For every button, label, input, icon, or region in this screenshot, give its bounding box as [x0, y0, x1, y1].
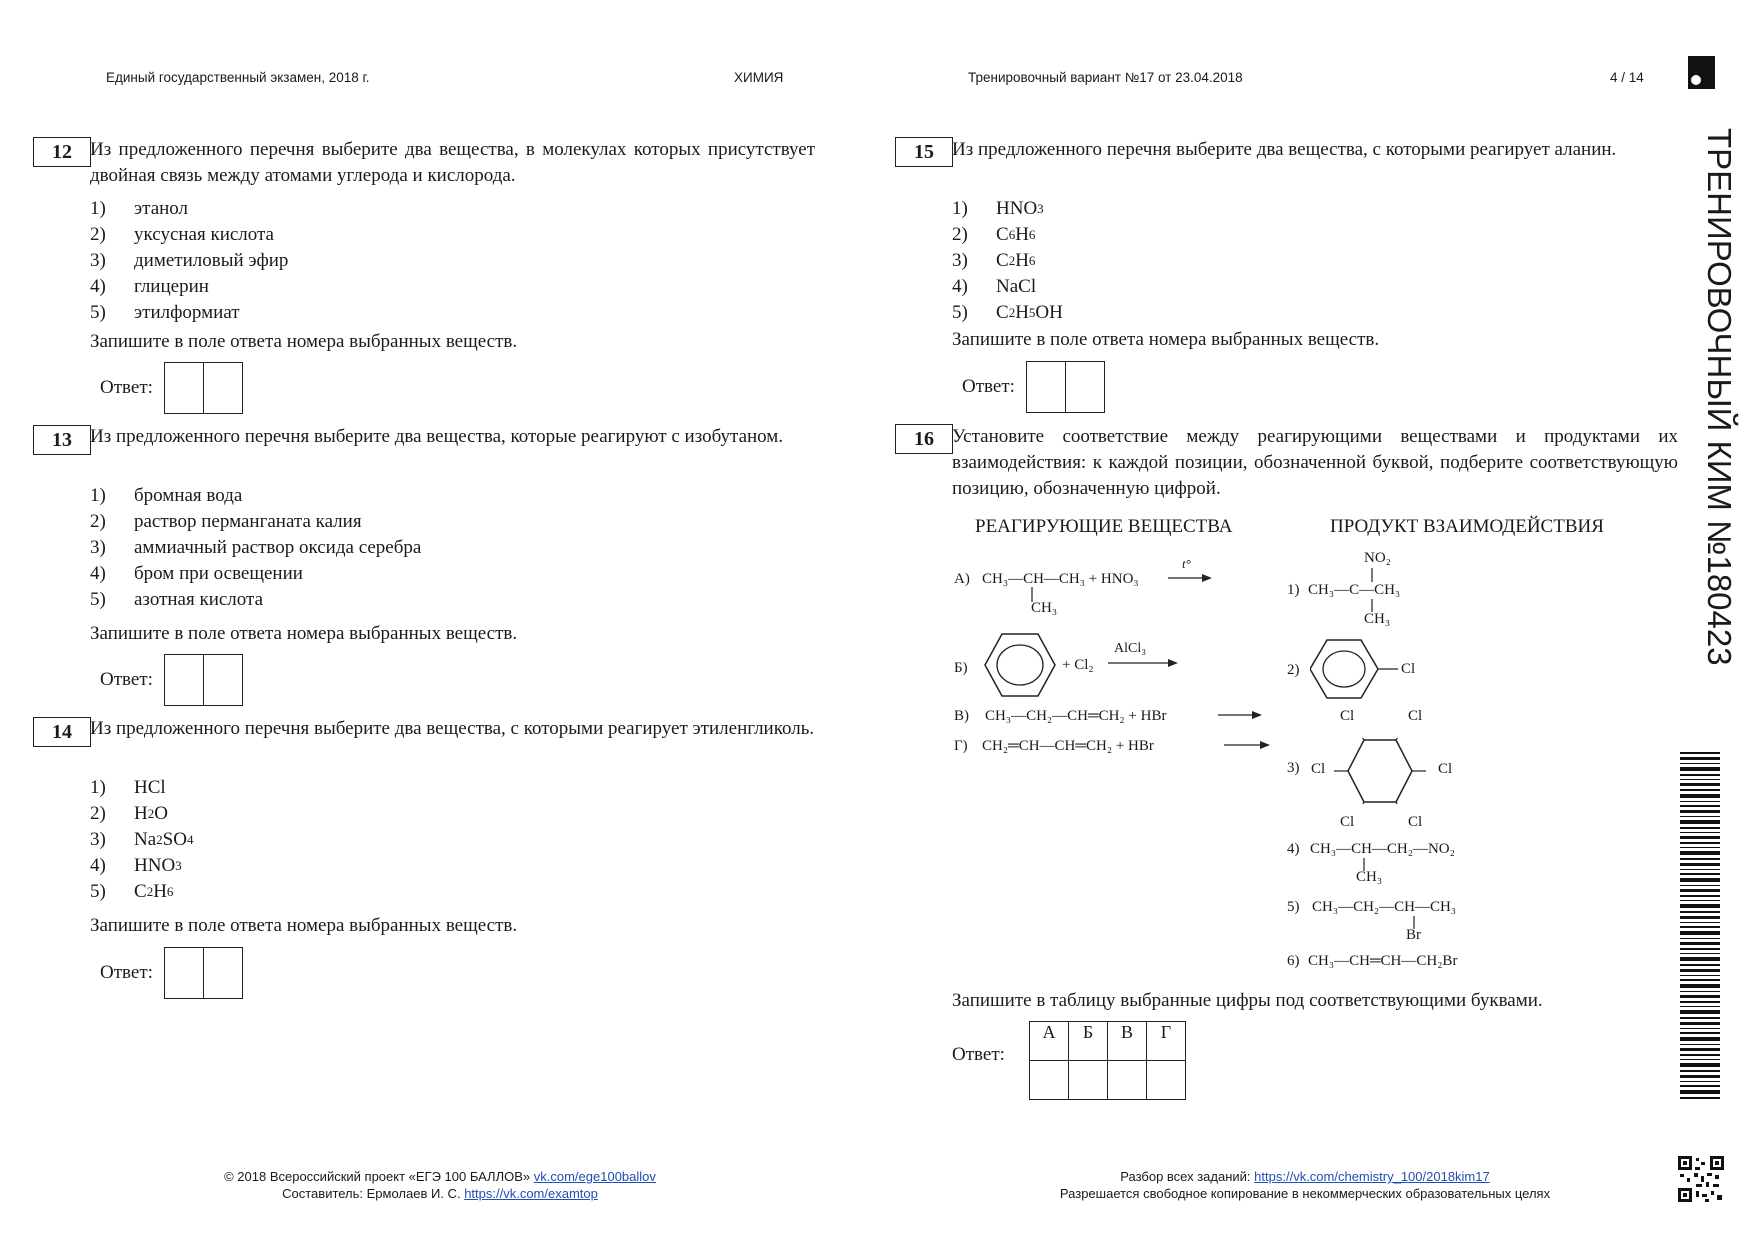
- reactant-v-formula: CH₃—CH₂—CH═CH₂ + HBr: [985, 708, 1167, 724]
- reactant-a-label: А): [954, 571, 970, 587]
- reactant-g-label: Г): [954, 738, 968, 754]
- instruction-13: Запишите в поле ответа номера выбранных веществ.: [90, 623, 518, 644]
- instruction-14: Запишите в поле ответа номера выбранных веществ.: [90, 915, 518, 936]
- answer-cell[interactable]: [164, 362, 204, 414]
- question-text-13: Из предложенного перечня выберите два вещества, которые реагируют с изобутаном.: [90, 426, 784, 447]
- product-1-formula: CH₃—C—CH₃: [1308, 582, 1401, 598]
- answer-label-16: Ответ:: [952, 1044, 1005, 1065]
- answer-table-letter: Б: [1069, 1022, 1108, 1061]
- product-4-formula: CH₃—CH—CH₂—NO₂: [1310, 841, 1455, 857]
- product-1-bond-top: [1370, 568, 1374, 583]
- header-left: Единый государственный экзамен, 2018 г.: [106, 70, 370, 85]
- option: 5) C 2 H 6: [90, 881, 174, 902]
- reactant-a-branch-bond: [1030, 587, 1034, 603]
- product-2-substituent: Cl: [1401, 661, 1416, 677]
- instruction-16: Запишите в таблицу выбранные цифры под соответствующими буквами.: [952, 990, 1543, 1011]
- question-number-15: 15: [895, 137, 953, 167]
- footer-license: Разрешается свободное копирование в некоммерческих образовательных целях: [1059, 1186, 1551, 1201]
- answer-label: Ответ:: [100, 962, 153, 983]
- product-3-substituent: Cl: [1408, 814, 1423, 830]
- answer-field-15: [962, 361, 1105, 413]
- instruction-15: Запишите в поле ответа номера выбранных веществ.: [952, 329, 1380, 350]
- question-number-12: 12: [33, 137, 91, 167]
- option: 2) H 2 O: [90, 803, 168, 824]
- reactant-a-condition: t°: [1182, 556, 1191, 571]
- answer-cell[interactable]: [203, 654, 243, 706]
- product-5-label: 5): [1287, 899, 1300, 915]
- question-text-15: Из предложенного перечня выберите два вещества, с которыми реагирует аланин.: [952, 139, 1617, 160]
- product-1-bottom: CH₃: [1364, 611, 1391, 627]
- option: 5) этилформиат: [90, 302, 240, 323]
- footer-left: [160, 1168, 720, 1202]
- footer-link-examtop[interactable]: https://vk.com/examtop: [464, 1186, 598, 1201]
- answer-field-12: [100, 362, 243, 414]
- footer-review-label: Разбор всех заданий:: [1120, 1169, 1251, 1184]
- answer-cell[interactable]: [1147, 1061, 1186, 1100]
- option: 5) азотная кислота: [90, 589, 264, 610]
- reactant-b-label: Б): [954, 660, 968, 676]
- reactant-b-reagent: + Cl₂: [1062, 657, 1094, 673]
- column-header-reactants: РЕАГИРУЮЩИЕ ВЕЩЕСТВА: [975, 516, 1233, 537]
- page-number: 4 / 14: [1610, 70, 1644, 85]
- product-5-bottom: Br: [1406, 927, 1421, 943]
- product-3-substituent: Cl: [1311, 761, 1326, 777]
- question-text-12: Из предложенного перечня выберите два вещества, в молекулах которых присутствует двойная связь между атомами углерода и кислорода.: [90, 139, 815, 186]
- option: 3) аммиачный раствор оксида серебра: [90, 537, 422, 558]
- arrow-icon: [1108, 657, 1178, 669]
- reactant-a-branch: CH₃: [1031, 600, 1058, 616]
- product-6-formula: CH₃—CH═CH—CH₂Br: [1308, 953, 1458, 969]
- option: 3) Na 2 SO 4: [90, 829, 194, 850]
- question-number-16: 16: [895, 424, 953, 454]
- option: 2) уксусная кислота: [90, 224, 274, 245]
- product-3-substituent: Cl: [1438, 761, 1453, 777]
- question-options-12: [90, 196, 288, 326]
- option: 4) бром при освещении: [90, 563, 303, 584]
- product-4-bottom: CH₃: [1356, 869, 1383, 885]
- answer-cell[interactable]: [1026, 361, 1066, 413]
- question-options-13: [90, 483, 421, 613]
- answer-table-letter: Г: [1147, 1022, 1186, 1061]
- reactant-b-condition: AlCl₃: [1114, 641, 1147, 656]
- arrow-icon: [1168, 572, 1212, 584]
- question-options-15: [952, 196, 1063, 326]
- question-options-14: [90, 775, 193, 905]
- option: 1) HCl: [90, 777, 166, 798]
- question-text-14: Из предложенного перечня выберите два вещества, с которыми реагирует этиленгликоль.: [90, 718, 815, 739]
- option: 4) глицерин: [90, 276, 209, 297]
- answer-table-16: [1029, 1021, 1186, 1100]
- option: 1) бромная вода: [90, 485, 243, 506]
- footer-link-ege100ballov[interactable]: vk.com/ege100ballov: [533, 1169, 656, 1184]
- product-6-label: 6): [1287, 953, 1300, 969]
- column-header-products: ПРОДУКТ ВЗАИМОДЕЙСТВИЯ: [1330, 516, 1604, 537]
- answer-cell[interactable]: [1069, 1061, 1108, 1100]
- option: 1) HNO 3: [952, 198, 1044, 219]
- option: 3) C 2 H 6: [952, 250, 1036, 271]
- footer-copyright: © 2018 Всероссийский проект «ЕГЭ 100 БАЛЛОВ»: [224, 1169, 531, 1184]
- option: 1) этанол: [90, 198, 189, 219]
- footer-author: Составитель: Ермолаев И. С.: [282, 1186, 461, 1201]
- answer-field-13: [100, 654, 243, 706]
- option: 2) C 6 H 6: [952, 224, 1036, 245]
- answer-cell[interactable]: [1108, 1061, 1147, 1100]
- question-text-16: Установите соответствие между реагирующими веществами и продуктами их взаимодействия: к каждой позиции, обозначенной буквой, подберите соответствующую позицию, обозначенную цифрой.: [952, 426, 1678, 499]
- answer-cell[interactable]: [164, 947, 204, 999]
- question-number-14: 14: [33, 717, 91, 747]
- benzene-ring-icon: [983, 632, 1057, 698]
- answer-cell[interactable]: [203, 362, 243, 414]
- option: 4) HNO 3: [90, 855, 182, 876]
- product-1-label: 1): [1287, 582, 1300, 598]
- reactant-v-label: В): [954, 708, 969, 724]
- answer-label: Ответ:: [962, 376, 1015, 397]
- header-variant: Тренировочный вариант №17 от 23.04.2018: [968, 70, 1243, 85]
- answer-label: Ответ:: [100, 377, 153, 398]
- footer-right: [1005, 1168, 1605, 1202]
- product-3-substituent: Cl: [1408, 708, 1423, 724]
- product-3-substituent: Cl: [1340, 708, 1355, 724]
- reactant-g-formula: CH₂═CH—CH═CH₂ + HBr: [982, 738, 1154, 754]
- answer-table-letter: В: [1108, 1022, 1147, 1061]
- answer-table-letter: А: [1030, 1022, 1069, 1061]
- reactant-a-formula: CH₃—CH—CH₃ + HNO₃: [982, 571, 1139, 587]
- option: 5) C 2 H 5 OH: [952, 302, 1063, 323]
- footer-link-review[interactable]: https://vk.com/chemistry_100/2018kim17: [1254, 1169, 1490, 1184]
- arrow-icon: [1218, 709, 1262, 721]
- hexachlorocyclohexane-ring-icon: [1330, 738, 1430, 804]
- barcode-icon: [1680, 752, 1720, 1102]
- corner-mark-icon: [1688, 56, 1716, 90]
- answer-label: Ответ:: [100, 669, 153, 690]
- side-title: ТРЕНИРОВОЧНЫЙ КИМ №180423: [1701, 128, 1738, 666]
- answer-cell[interactable]: [1030, 1061, 1069, 1100]
- product-3-substituent: Cl: [1340, 814, 1355, 830]
- product-3-label: 3): [1287, 760, 1300, 776]
- answer-cell[interactable]: [164, 654, 204, 706]
- product-5-formula: CH₃—CH₂—CH—CH₃: [1312, 899, 1457, 915]
- question-number-13: 13: [33, 425, 91, 455]
- qr-code-icon: [1678, 1156, 1724, 1202]
- option: 3) диметиловый эфир: [90, 250, 289, 271]
- answer-cell[interactable]: [203, 947, 243, 999]
- instruction-12: Запишите в поле ответа номера выбранных веществ.: [90, 331, 518, 352]
- answer-field-14: [100, 947, 243, 999]
- option: 2) раствор перманганата калия: [90, 511, 362, 532]
- option: 4) NaCl: [952, 276, 1037, 297]
- chlorobenzene-ring-icon: [1310, 638, 1400, 702]
- product-1-top: NO₂: [1364, 550, 1391, 566]
- header-subject: ХИМИЯ: [734, 70, 784, 85]
- product-2-label: 2): [1287, 662, 1300, 678]
- answer-cell[interactable]: [1065, 361, 1105, 413]
- arrow-icon: [1224, 739, 1270, 751]
- product-4-label: 4): [1287, 841, 1300, 857]
